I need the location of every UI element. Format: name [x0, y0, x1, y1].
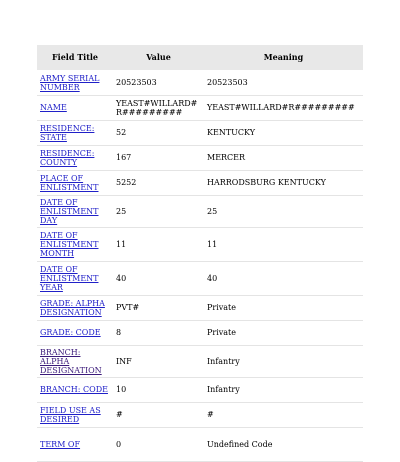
meaning-cell: Undefined Code — [204, 427, 363, 461]
field-link-army-serial-number[interactable]: ARMY SERIAL NUMBER — [40, 73, 100, 92]
field-link-grade-alpha[interactable]: GRADE: ALPHA DESIGNATION — [40, 298, 105, 317]
meaning-cell: MERCER — [204, 145, 363, 170]
meaning-cell: 20523503 — [204, 70, 363, 95]
meaning-cell: Private — [204, 295, 363, 320]
table-row — [37, 95, 363, 120]
value-cell: YEAST#WILLARD#R######### — [113, 95, 204, 120]
table-row — [37, 227, 363, 261]
value-cell: INF — [113, 345, 204, 377]
field-link-place-of-enlistment[interactable]: PLACE OF ENLISTMENT — [40, 173, 99, 192]
value-cell: 167 — [113, 145, 204, 170]
field-link-residence-state[interactable]: RESIDENCE: STATE — [40, 123, 95, 142]
value-cell: 0 — [113, 427, 204, 461]
value-cell: 20523503 — [113, 70, 204, 95]
value-cell: 10 — [113, 377, 204, 402]
meaning-cell: Infantry — [204, 377, 363, 402]
table-row — [37, 120, 363, 145]
table-row — [37, 261, 363, 295]
value-cell: # — [113, 402, 204, 427]
record-table-container — [37, 45, 363, 462]
meaning-cell: KENTUCKY — [204, 120, 363, 145]
field-link-enlistment-year[interactable]: DATE OF ENLISTMENT YEAR — [40, 264, 99, 292]
field-link-enlistment-month[interactable]: DATE OF ENLISTMENT MONTH — [40, 230, 99, 258]
meaning-cell: # — [204, 402, 363, 427]
meaning-cell: Private — [204, 320, 363, 345]
header-field-title: Field Title — [37, 45, 113, 70]
table-row — [37, 70, 363, 95]
field-link-grade-code[interactable]: GRADE: CODE — [40, 328, 101, 337]
value-cell: 5252 — [113, 170, 204, 195]
field-link-term-of[interactable]: TERM OF — [40, 439, 81, 449]
table-row — [37, 427, 363, 461]
meaning-cell: 25 — [204, 195, 363, 227]
table-row — [37, 145, 363, 170]
meaning-cell: 11 — [204, 227, 363, 261]
record-table — [37, 45, 363, 462]
value-cell: 11 — [113, 227, 204, 261]
field-link-residence-county[interactable]: RESIDENCE: COUNTY — [40, 148, 95, 167]
table-row — [37, 320, 363, 345]
table-row — [37, 402, 363, 427]
table-header-row — [37, 45, 363, 70]
value-cell: 8 — [113, 320, 204, 345]
header-meaning: Meaning — [204, 45, 363, 70]
meaning-cell: 40 — [204, 261, 363, 295]
meaning-cell: YEAST#WILLARD#R######### — [204, 95, 363, 120]
field-link-enlistment-day[interactable]: DATE OF ENLISTMENT DAY — [40, 197, 99, 225]
table-row — [37, 377, 363, 402]
value-cell: 40 — [113, 261, 204, 295]
table-row — [37, 195, 363, 227]
field-link-field-use[interactable]: FIELD USE AS DESIRED — [40, 405, 101, 424]
value-cell: PVT# — [113, 295, 204, 320]
table-row — [37, 345, 363, 377]
header-value: Value — [113, 45, 204, 70]
value-cell: 52 — [113, 120, 204, 145]
table-row — [37, 295, 363, 320]
table-row — [37, 170, 363, 195]
field-link-branch-alpha[interactable]: BRANCH: ALPHA DESIGNATION — [40, 347, 102, 375]
meaning-cell: HARRODSBURG KENTUCKY — [204, 170, 363, 195]
field-link-branch-code[interactable]: BRANCH: CODE — [40, 385, 108, 394]
meaning-cell: Infantry — [204, 345, 363, 377]
field-link-name[interactable]: NAME — [40, 103, 67, 112]
value-cell: 25 — [113, 195, 204, 227]
